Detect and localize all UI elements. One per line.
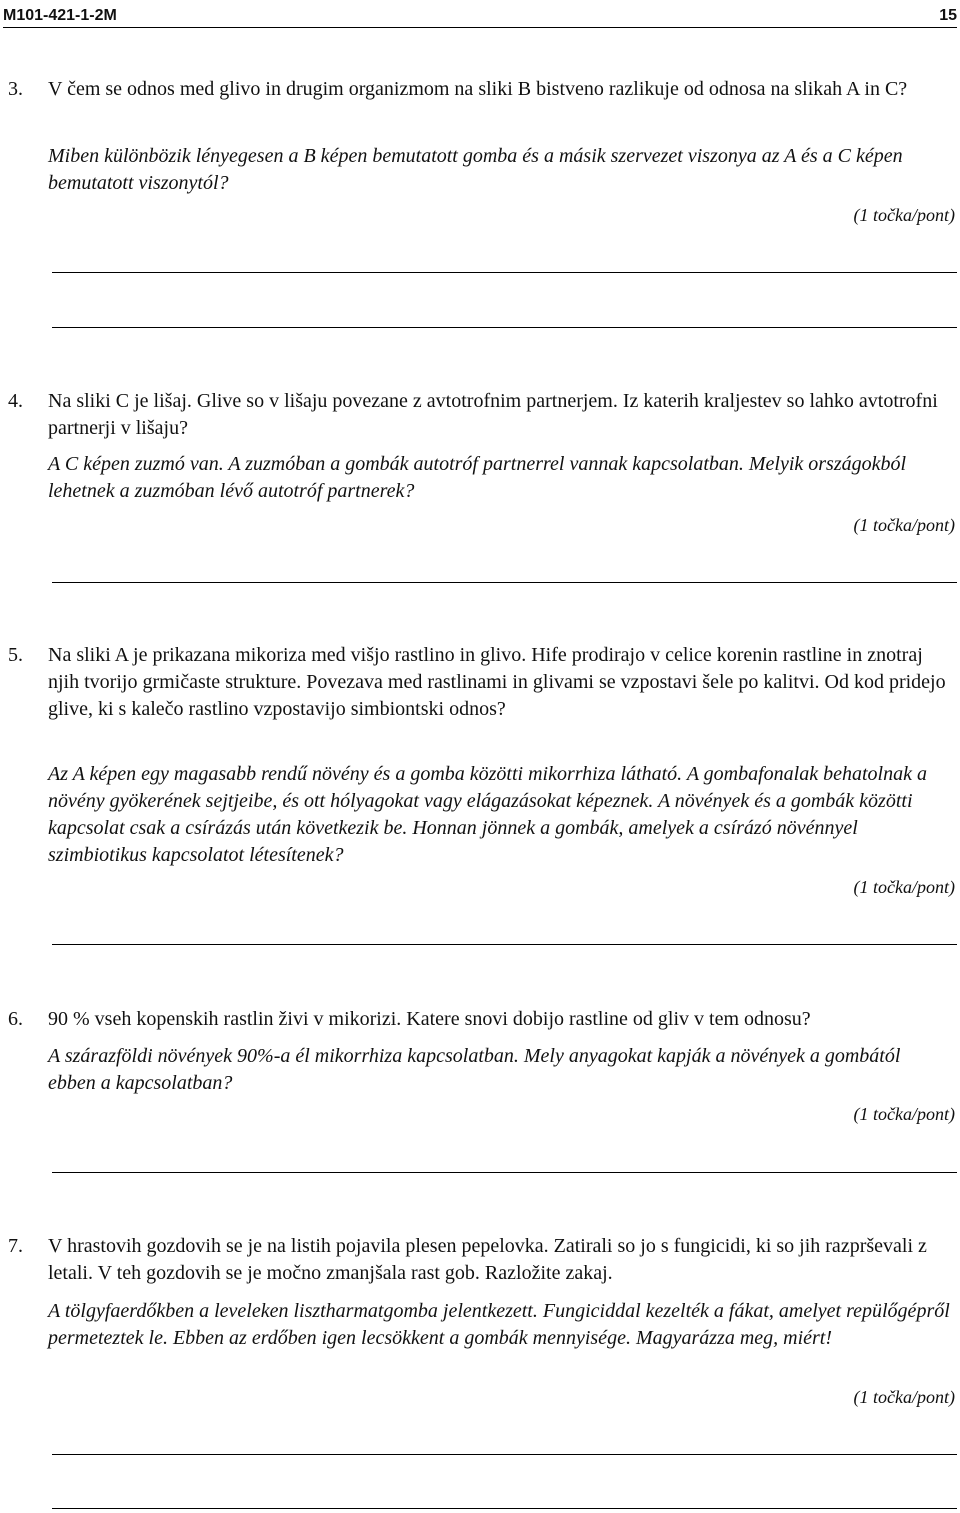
question-text-slovenian: Na sliki C je lišaj. Glive so v lišaju povezane z avtotrofnim partnerjem. Iz katerih kraljestev so lahko avtotrofni partnerji v lišaju? <box>48 390 938 439</box>
points-label: (1 točka/pont) <box>853 1104 955 1124</box>
answer-line[interactable] <box>52 272 957 273</box>
points-label: (1 točka/pont) <box>853 1387 955 1407</box>
answer-line[interactable] <box>52 1508 957 1509</box>
question-number: 4. <box>8 390 23 412</box>
question-text-slovenian: Na sliki A je prikazana mikoriza med višjo rastlino in glivo. Hife prodirajo v celice korenin rastline in znotraj njih tvorijo grmičaste strukture. Povezava med rastlinami in glivami se vzpostavi šele po kalitvi. Od kod pridejo glive, ki s kalečo rastlino vzpostavijo simbiontski odnos? <box>48 644 946 720</box>
points-label: (1 točka/pont) <box>853 515 955 535</box>
question-text-hungarian: Az A képen egy magasabb rendű növény és a gomba közötti mikorrhiza látható. A gombafonalak behatolnak a növény gyökerének sejtjeibe, és ott hólyagokat vagy elágazásokat képeznek. A növények és a gombák közötti kapcsolat csak a csírázás után következik be. Honnan jönnek a gombák, amelyek a csírázó növénnyel szimbiotikus kapcsolatot létesítenek? <box>48 763 927 866</box>
question-text-hungarian: Miben különbözik lényegesen a B képen bemutatott gomba és a másik szervezet viszonya az A és a C képen bemutatott viszonytól? <box>48 145 903 194</box>
page-number: 15 <box>939 7 957 24</box>
question-text-hungarian: A szárazföldi növények 90%-a él mikorrhiza kapcsolatban. Mely anyagokat kapják a növények a gombától ebben a kapcsolatban? <box>48 1045 901 1094</box>
question-text-hungarian: A C képen zuzmó van. A zuzmóban a gombák autotróf partnerrel vannak kapcsolatban. Melyik országokból lehetnek a zuzmóban lévő autotróf partnerek? <box>48 453 907 502</box>
question-text-slovenian: V čem se odnos med glivo in drugim organizmom na sliki B bistveno razlikuje od odnosa na slikah A in C? <box>48 78 908 100</box>
question-number: 3. <box>8 78 23 100</box>
answer-line[interactable] <box>52 1172 957 1173</box>
exam-code: M101-421-1-2M <box>3 7 117 24</box>
question-text-hungarian: A tölgyfaerdőkben a leveleken lisztharmatgomba jelentkezett. Fungiciddal kezelték a fákat, amelyet repülőgépről permeteztek le. Ebben az erdőben igen lecsökkent a gombák mennyisége. Magyarázza meg, miért! <box>48 1300 950 1349</box>
question-number: 5. <box>8 644 23 666</box>
points-label: (1 točka/pont) <box>853 877 955 897</box>
question-text-slovenian: 90 % vseh kopenskih rastlin živi v mikorizi. Katere snovi dobijo rastline od gliv v tem odnosu? <box>48 1008 811 1030</box>
answer-line[interactable] <box>52 327 957 328</box>
question-number: 6. <box>8 1008 23 1030</box>
points-label: (1 točka/pont) <box>853 205 955 225</box>
answer-line[interactable] <box>52 944 957 945</box>
question-number: 7. <box>8 1235 23 1257</box>
answer-line[interactable] <box>52 1454 957 1455</box>
question-text-slovenian: V hrastovih gozdovih se je na listih pojavila plesen pepelovka. Zatirali so jo s fungicidi, ki so jih razprševali z letali. V teh gozdovih se je močno zmanjšala rast gob. Razložite zakaj. <box>48 1235 927 1284</box>
page-header <box>3 3 957 28</box>
answer-line[interactable] <box>52 582 957 583</box>
